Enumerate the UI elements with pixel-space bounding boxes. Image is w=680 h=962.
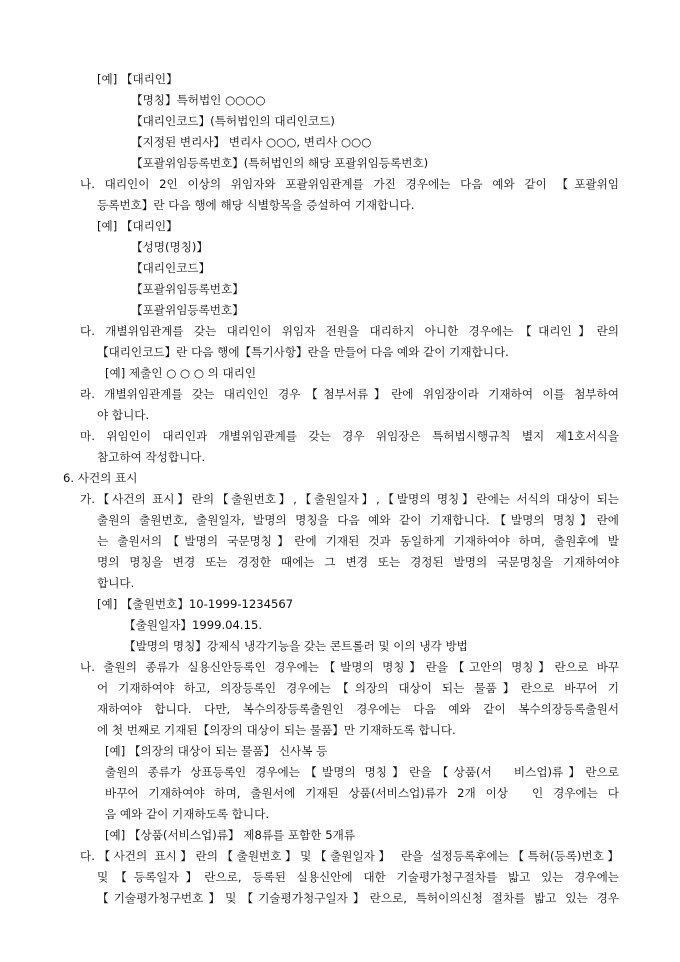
text-line: [예] 【출원번호】10-1999-1234567 (97, 597, 294, 611)
text-line: 나. 출원의 종류가 실용신안등록인 경우에는【발명의 명칭】란을【고안의 명칭】란으로 바꾸 (80, 660, 619, 674)
text-line: 는 출원서의【발명의 국문명칭】란에 기재된 것과 동일하게 기재하여야 하며, 출원후에 발 (97, 534, 619, 548)
text-line: 나. 대리인이 2인 이상의 위임자와 포괄위임관계를 가진 경우에는 다음 예와 같이 【포괄위임 (80, 177, 619, 191)
text-line: 명의 명칭을 변경 또는 경정한 때에는 그 변경 또는 경정된 발명의 국문명칭을 기재하여야 (97, 555, 619, 569)
text-line: 가.【사건의 표시】란의【출원번호】,【출원일자】,【발명의 명칭】란에는 서식의 대상이 되는 (80, 492, 619, 506)
text-line: 및【등록일자】란으로, 등록된 실용신안에 대한 기술평가청구절차를 밟고 있는 경우에는 (97, 870, 619, 884)
text-line: [예] 【상품(서비스업)류】 제8류를 포함한 5개류 (105, 828, 355, 842)
text-line: 【포괄위임등록번호】(특허법인의 해당 포괄위임등록번호) (131, 156, 429, 170)
text-line: 라. 개별위임관계를 갖는 대리인인 경우【첨부서류】란에 위임장이라 기재하여 이를 첨부하여 (80, 387, 619, 401)
text-line: 참고하여 작성합니다. (97, 450, 206, 464)
text-line: 【성명(명칭)】 (131, 240, 209, 254)
text-line: [예] 제출인 ○ ○ ○ 의 대리인 (105, 366, 257, 380)
text-line: 야 합니다. (97, 408, 150, 422)
text-line: 【포괄위임등록번호】 (131, 303, 244, 317)
text-line: 【대리인코드】(특허법인의 대리인코드) (131, 114, 335, 128)
text-line: 다.【사건의 표시】란의【출원번호】및【출원일자】 란을 설정등록후에는【특허(등록)번호】 (80, 849, 619, 863)
text-line: [예] 【대리인】 (97, 72, 178, 86)
text-line: 출원의 종류가 상표등록인 경우에는【발명의 명칭】란을【상품(서 비스업)류】란으로 (105, 765, 619, 779)
text-line: 출원의 출원번호, 출원일자, 발명의 명칭을 다음 예와 같이 기재합니다.【발명의 명칭】란에 (97, 513, 619, 527)
text-line: 재하여야 합니다. 다만, 복수의장등록출원인 경우에는 다음 예와 같이 복수의장등록출원서 (97, 702, 619, 716)
text-line: 다. 개별위임관계를 갖는 대리인이 위임자 전원을 대리하지 아니한 경우에는【대리인】란의 (80, 324, 619, 338)
text-line: 【출원일자】1999.04.15. (124, 618, 263, 632)
text-line: [예] 【대리인】 (97, 219, 178, 233)
text-line: 【발명의 명칭】강제식 냉각기능을 갖는 콘트롤러 및 이의 냉각 방법 (124, 639, 468, 653)
text-line: 【지정된 변리사】 변리사 ○○○, 변리사 ○○○ (131, 135, 372, 149)
text-line: 【기술평가청구번호】및【기술평가청구일자】란으로, 특허이의신청 절차를 밟고 있는 경우 (97, 891, 619, 905)
text-line: 에 첫 번째로 기재된【의장의 대상이 되는 물품】만 기재하도록 합니다. (97, 723, 456, 737)
text-line: 음 예와 같이 기재하도록 합니다. (105, 807, 270, 821)
text-line: 【포괄위임등록번호】 (131, 282, 244, 296)
text-line: 어 기재하여야 하고, 의장등록인 경우에는【의장의 대상이 되는 물품】란으로 바꾸어 기 (97, 681, 619, 695)
text-line: 바꾸어 기재하여야 하며, 출원서에 기재된 상품(서비스업)류가 2개 이상 인 경우에는 다 (105, 786, 619, 800)
text-line: 등록번호】란 다음 행에 해당 식별항목을 증설하여 기재합니다. (97, 198, 415, 212)
text-line: 【대리인코드】란 다음 행에【특기사항】란을 만들어 다음 예와 같이 기재합니다. (97, 345, 509, 359)
text-line: 마. 위임인이 대리인과 개별위임관계를 갖는 경우 위임장은 특허법시행규칙 별지 제1호서식을 (80, 429, 619, 443)
text-line: 합니다. (97, 576, 135, 590)
text-line: [예] 【의장의 대상이 되는 물품】 신사복 등 (105, 744, 328, 758)
text-line: 【명칭】특허법인 ○○○○ (131, 93, 266, 107)
text-line: 6. 사건의 표시 (63, 471, 138, 485)
text-line: 【대리인코드】 (131, 261, 211, 275)
